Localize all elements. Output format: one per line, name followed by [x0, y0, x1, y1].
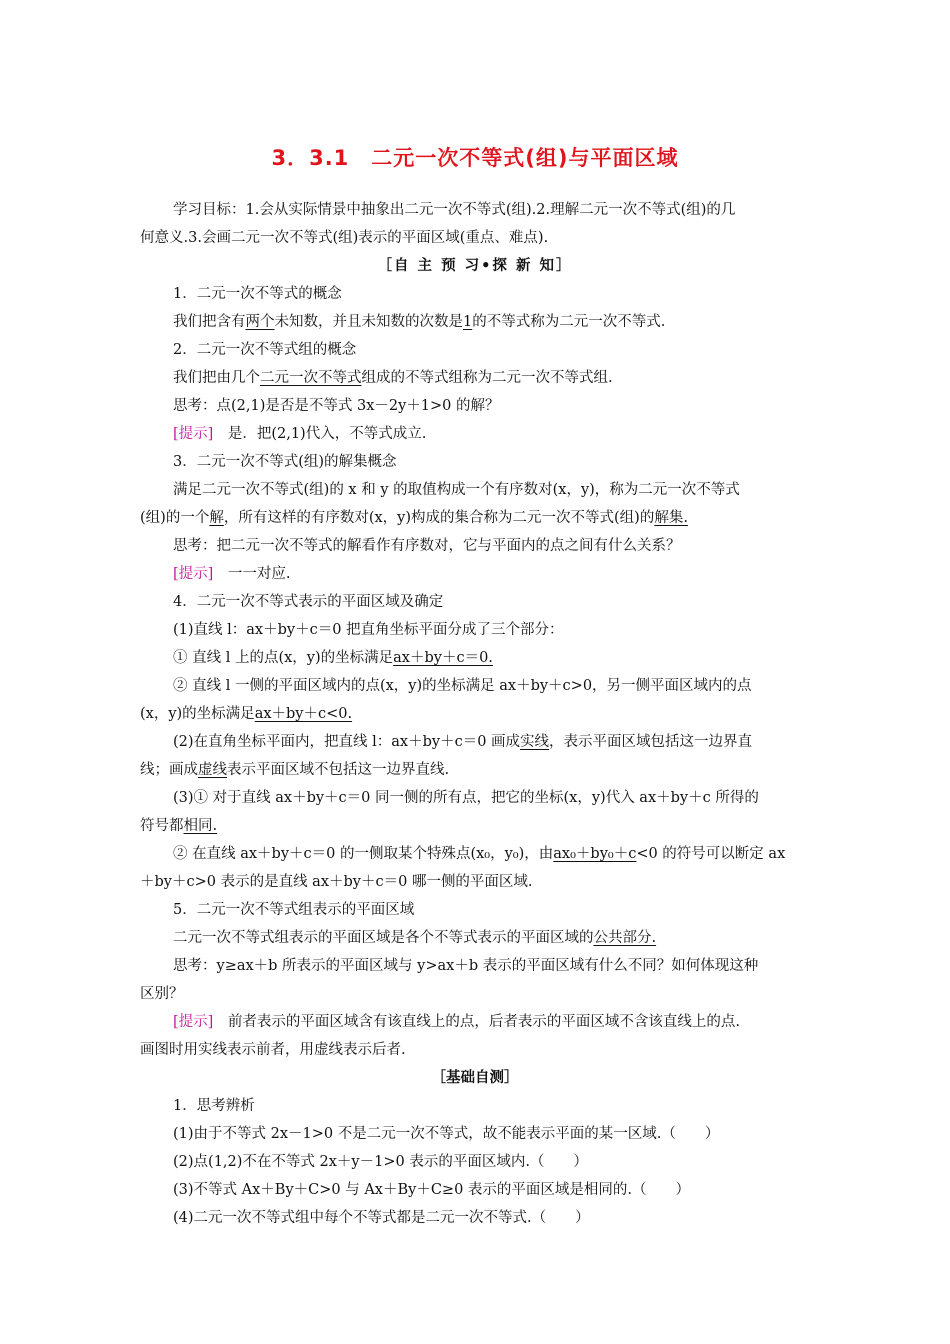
hint-2	[173, 564, 873, 584]
text: <0 的符号可以断定 ax	[636, 846, 786, 862]
hint-label: [提示]	[173, 1014, 214, 1030]
item-4-p6	[140, 760, 840, 780]
hint-label: [提示]	[173, 426, 214, 442]
test-1-question-3: (3)不等式 Ax＋By＋C>0 与 Ax＋By＋C≥0 表示的平面区域是相同的.（ ）	[173, 1182, 691, 1198]
blank-answer: 二元一次不等式	[260, 370, 362, 386]
test-1-question-4: (4)二元一次不等式组中每个不等式都是二元一次不等式.（ ）	[173, 1210, 590, 1226]
text: ，所有这样的有序数对(x，y)构成的集合称为二元一次不等式(组)的	[223, 510, 655, 526]
item-4-p1: (1)直线 l：ax＋by＋c＝0 把直角坐标平面分成了三个部分：	[173, 622, 564, 638]
item-4-p7: (3)① 对于直线 ax＋by＋c＝0 同一侧的所有点，把它的坐标(x，y)代入 ax＋by＋c 所得的	[173, 790, 759, 806]
hint-text: 前者表示的平面区域含有该直线上的点，后者表示的平面区域不含该直线上的点.	[227, 1014, 740, 1030]
item-4-title: 4．二元一次不等式表示的平面区域及确定	[173, 594, 444, 610]
test-1-title: 1．思考辨析	[173, 1098, 255, 1114]
text: (组)的一个	[140, 510, 210, 526]
text: 符号都	[140, 818, 184, 834]
item-5-text	[173, 928, 873, 948]
hint-label: [提示]	[173, 566, 214, 582]
text: (x，y)的坐标满足	[140, 706, 255, 722]
test-1-question-1: (1)由于不等式 2x－1>0 不是二元一次不等式，故不能表示平面的某一区域.（ ）	[173, 1126, 720, 1142]
blank-answer: 虚线	[198, 762, 227, 778]
item-1-text	[173, 312, 873, 332]
hint-text: 一一对应.	[227, 566, 291, 582]
text: ① 直线 l 上的点(x，y)的坐标满足	[173, 650, 394, 666]
blank-answer: 相同.	[183, 818, 218, 834]
blank-answer: 解集.	[654, 510, 688, 526]
text: (2)在直角坐标平面内，把直线 l：ax＋by＋c＝0 画成	[173, 734, 521, 750]
blank-answer: 1	[463, 314, 473, 330]
item-3-line-2	[140, 508, 840, 528]
section-heading-basic-test: ［基础自测］	[431, 1069, 519, 1086]
item-4-p5	[173, 732, 873, 752]
blank-answer: 公共部分.	[593, 930, 657, 946]
text: 我们把含有	[173, 314, 246, 330]
text: ，表示平面区域包括这一边界直	[549, 734, 753, 750]
text: 组成的不等式组称为二元一次不等式组.	[361, 370, 613, 386]
think-question-3-line-2: 区别？	[140, 986, 184, 1002]
think-question-1: 思考：点(2,1)是否是不等式 3x－2y＋1>0 的解？	[173, 398, 500, 414]
blank-answer: ax＋by＋c＝0.	[393, 650, 493, 666]
item-1-title: 1．二元一次不等式的概念	[173, 286, 342, 302]
think-question-3-line-1: 思考：y≥ax＋b 所表示的平面区域与 y>ax＋b 表示的平面区域有什么不同？如何体现这种	[173, 958, 759, 974]
item-4-p4	[140, 704, 840, 724]
hint-text: 是．把(2,1)代入，不等式成立.	[227, 426, 427, 442]
item-4-p8	[140, 816, 840, 836]
item-2-text	[173, 368, 873, 388]
blank-answer: 实线	[520, 734, 550, 750]
blank-answer: 两个	[245, 314, 275, 330]
blank-answer: 解	[209, 510, 224, 526]
test-1-question-2: (2)点(1,2)不在不等式 2x＋y－1>0 表示的平面区域内.（ ）	[173, 1154, 588, 1170]
text: 线；画成	[140, 762, 198, 778]
item-4-p2	[173, 648, 873, 668]
text: 未知数，并且未知数的次数是	[274, 314, 463, 330]
item-3-title: 3．二元一次不等式(组)的解集概念	[173, 454, 397, 470]
item-4-p10: ＋by＋c>0 表示的是直线 ax＋by＋c＝0 哪一侧的平面区域.	[140, 874, 533, 890]
hint-1	[173, 424, 873, 444]
item-4-p3: ② 直线 l 一侧的平面区域内的点(x，y)的坐标满足 ax＋by＋c>0，另一侧平面区域内的点	[173, 678, 752, 694]
hint-3-line-1	[173, 1012, 873, 1032]
text: ② 在直线 ax＋by＋c＝0 的一侧取某个特殊点(x₀，y₀)，由	[173, 846, 554, 862]
item-5-title: 5．二元一次不等式组表示的平面区域	[173, 902, 415, 918]
item-2-title: 2．二元一次不等式组的概念	[173, 342, 357, 358]
page-title: 3．3.1 二元一次不等式(组)与平面区域	[271, 146, 679, 170]
item-3-line-1: 满足二元一次不等式(组)的 x 和 y 的取值构成一个有序数对(x，y)，称为二元一次不等式	[173, 482, 740, 498]
blank-answer: ax＋by＋c<0.	[254, 706, 353, 722]
text: 表示平面区域不包括这一边界直线.	[227, 762, 450, 778]
hint-3-line-2: 画图时用实线表示前者，用虚线表示后者.	[140, 1042, 406, 1058]
think-question-2: 思考：把二元一次不等式的解看作有序数对，它与平面内的点之间有什么关系？	[173, 538, 681, 554]
blank-answer: ax₀＋by₀＋c	[553, 846, 637, 862]
text: 的不等式称为二元一次不等式.	[472, 314, 666, 330]
item-4-p9	[173, 844, 873, 864]
text: 二元一次不等式组表示的平面区域是各个不等式表示的平面区域的	[173, 930, 594, 946]
objectives-line-2: 何意义.3.会画二元一次不等式(组)表示的平面区域(重点、难点).	[140, 230, 549, 246]
text: 我们把由几个	[173, 370, 260, 386]
objectives-line-1: 学习目标：1.会从实际情景中抽象出二元一次不等式(组).2.理解二元一次不等式(组)的几	[173, 202, 736, 218]
section-heading-preview: ［自 主 预 习•探 新 知］	[377, 257, 573, 274]
